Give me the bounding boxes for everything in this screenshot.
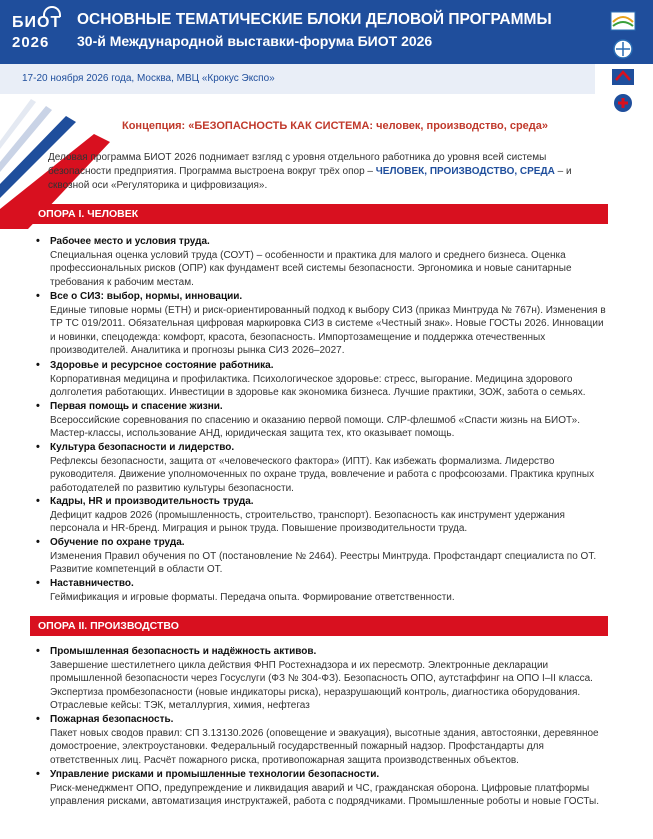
item-title: • Кадры, HR и производительность труда. bbox=[50, 495, 610, 509]
event-date-text: 17-20 ноября 2026 года, Москва, МВЦ «Крокус Экспо» bbox=[22, 73, 275, 84]
item-title: • Наставничество. bbox=[50, 577, 610, 591]
item-title: • Управление рисками и промышленные технологии безопасности. bbox=[50, 768, 610, 782]
list-item bbox=[50, 645, 610, 713]
logo-text-line1: БИОТ bbox=[12, 14, 62, 31]
list-item bbox=[50, 768, 610, 809]
item-text: Геймификация и игровые форматы. Передача опыта. Формирование ответственности. bbox=[50, 591, 455, 603]
item-title: • Промышленная безопасность и надёжность активов. bbox=[50, 645, 610, 659]
item-text: Корпоративная медицина и профилактика. Психологическое здоровье: стресс, выгорание. Медицина здорового долголетия работающих. Инвестиции в здоровье как экономика бизнеса. Лучшие практики, ЗОЖ, забота о семьях. bbox=[50, 373, 586, 399]
page-title: ОСНОВНЫЕ ТЕМАТИЧЕСКИЕ БЛОКИ ДЕЛОВОЙ ПРОГРАММЫ bbox=[77, 11, 552, 28]
list-item bbox=[50, 536, 610, 577]
item-title: • Культура безопасности и лидерство. bbox=[50, 441, 610, 455]
list-item bbox=[50, 577, 610, 604]
list-item bbox=[50, 713, 610, 767]
list-item bbox=[50, 441, 610, 495]
item-title: • Все о СИЗ: выбор, нормы, инновации. bbox=[50, 290, 610, 304]
page-subtitle: 30-й Международной выставки-форума БИОТ 2026 bbox=[77, 33, 433, 49]
list-item bbox=[50, 400, 610, 441]
partner-logo-4-icon bbox=[610, 92, 636, 114]
partner-logo-1-icon bbox=[610, 10, 636, 32]
section-title: ОПОРА I. ЧЕЛОВЕК bbox=[38, 208, 139, 220]
item-text: Всероссийские соревнования по спасению и оказанию первой помощи. СЛР-флешмоб «Спасти жизнь на БИОТ». Мастер-классы, использование АНД, юридическая защита тех, кто оказывает помощь. bbox=[50, 414, 581, 440]
intro-text-end: – и сквозной оси «Регуляторика и цифровизация». bbox=[48, 166, 572, 191]
concept-heading: Концепция: «БЕЗОПАСНОСТЬ КАК СИСТЕМА: человек, производство, среда» bbox=[122, 120, 549, 132]
partner-logo-3-icon bbox=[610, 66, 636, 88]
header-banner bbox=[0, 0, 653, 64]
biot-logo bbox=[6, 4, 62, 60]
item-title: • Первая помощь и спасение жизни. bbox=[50, 400, 610, 414]
item-text: Пакет новых сводов правил: СП 3.13130.2026 (оповещение и эвакуация), высотные здания, автостоянки, деревянное домостроение, электроустановки. Федеральный государственный пожарный надзор. Профстандарты для ответственных лиц. Расчёт пожарного риска, противопожарная защита производственных объектов. bbox=[50, 727, 599, 766]
list-item bbox=[50, 495, 610, 536]
section-header-production bbox=[30, 616, 608, 636]
partner-logo-2-icon bbox=[610, 38, 636, 60]
section-title: ОПОРА II. ПРОИЗВОДСТВО bbox=[38, 620, 179, 632]
logo-text-line2: 2026 bbox=[12, 34, 50, 51]
item-title: • Рабочее место и условия труда. bbox=[50, 235, 610, 249]
item-text: Единые типовые нормы (ЕТН) и риск-ориентированный подход к выбору СИЗ (приказ Минтруда № 767н). Изменения в ТР ТС 019/2011. Обязательная цифровая маркировка СИЗ в системе «Честный знак». Новые ГОСТы 2026. Инновации и новинки, спецодежда: комфорт, красота, безопасность. Импортозамещение и поддержка отечественных производителей. Аналитика и прогнозы рынка СИЗ 2026–2027. bbox=[50, 304, 606, 357]
item-text: Риск-менеджмент ОПО, предупреждение и ликвидация аварий и ЧС, гражданская оборона. Цифровые платформы управления рисками, автоматизация инструктажей, работа с подрядчиками. Промышленные роботы и новые ГОСТы. bbox=[50, 782, 599, 808]
intro-paragraph bbox=[48, 151, 608, 193]
section-header-person bbox=[30, 204, 608, 224]
intro-text-start: Деловая программа БИОТ 2026 поднимает взгляд с уровня отдельного работника до уровня всей системы безопасности предприятия. Программа выстроена вокруг трёх опор – bbox=[48, 152, 547, 177]
partner-logos bbox=[597, 2, 653, 114]
item-text: Рефлексы безопасности, защита от «человеческого фактора» (ИПТ). Как избежать формализма. Лидерство руководителя. Движение уполномоченных по охране труда, вовлечение и работа с профсоюзами. Практика крупных работодателей по развитию культуры безопасности. bbox=[50, 455, 595, 494]
list-item bbox=[50, 235, 610, 289]
item-text: Специальная оценка условий труда (СОУТ) – особенности и практика для малого и среднего бизнеса. Оценка профессиональных рисков (ОПР) как фундамент всей системы безопасности. Эргономика и новые санитарные требования к рабочим местам. bbox=[50, 249, 572, 288]
item-title: • Пожарная безопасность. bbox=[50, 713, 610, 727]
item-text: Изменения Правил обучения по ОТ (постановление № 2464). Реестры Минтруда. Профстандарт специалиста по ОТ. Развитие компетенций в области ОТ. bbox=[50, 550, 597, 576]
item-text: Дефицит кадров 2026 (промышленность, строительство, транспорт). Безопасность как инструмент удержания персонала и HR-бренд. Миграция и рынок труда. Повышение производительности труда. bbox=[50, 509, 565, 535]
item-text: Завершение шестилетнего цикла действия ФНП Ростехнадзора и их пересмотр. Электронные декларации промышленной безопасности через Госуслуги (ФЗ № 304-ФЗ). Безопасность ОПО, аутстаффинг на ОПО I–II класса. Экспертиза промбезопасности (новые индикаторы риска), неразрушающий контроль, диагностика оборудования. Отраслевые кейсы: ТЭК, металлургия, химия, нефтегаз bbox=[50, 659, 593, 712]
list-item bbox=[50, 290, 610, 358]
event-date-band bbox=[0, 64, 595, 94]
item-title: • Здоровье и ресурсное состояние работника. bbox=[50, 359, 610, 373]
intro-pillars: ЧЕЛОВЕК, ПРОИЗВОДСТВО, СРЕДА bbox=[375, 166, 555, 177]
item-title: • Обучение по охране труда. bbox=[50, 536, 610, 550]
list-item bbox=[50, 359, 610, 400]
